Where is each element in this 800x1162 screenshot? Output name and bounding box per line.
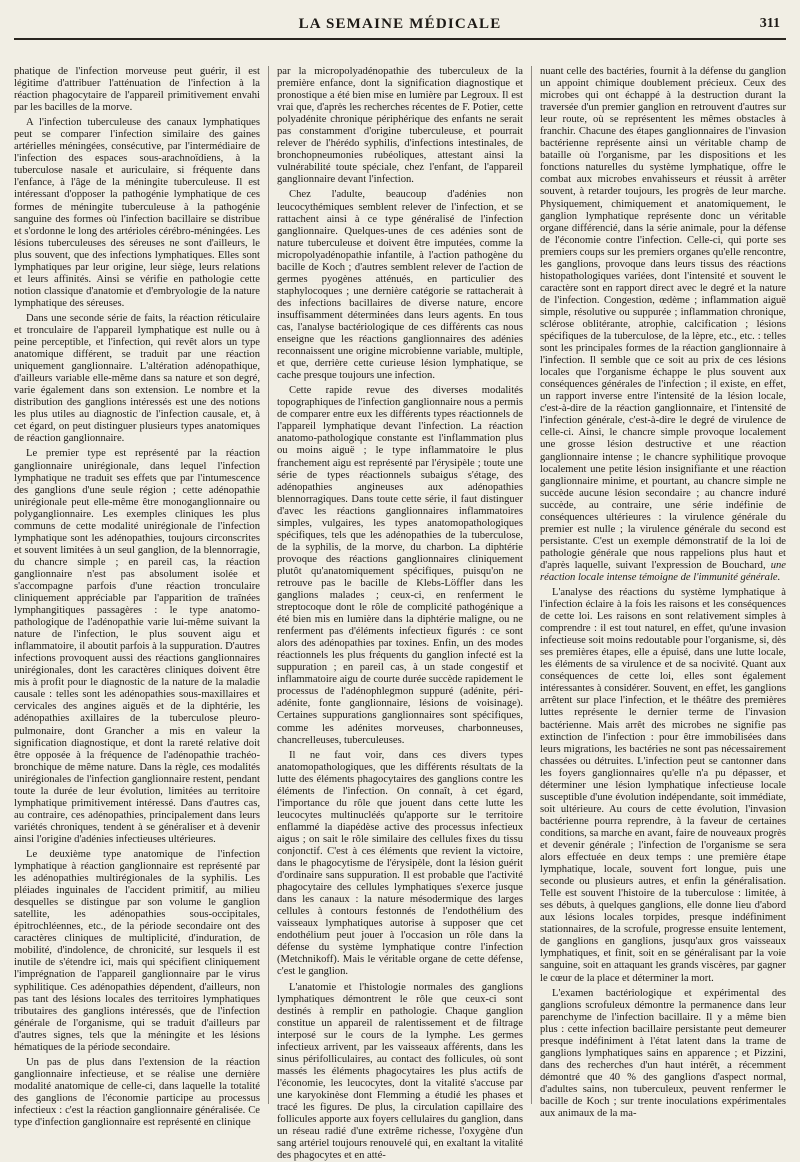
text-columns [14, 66, 786, 1162]
paragraph [277, 750, 523, 979]
italic-quote: une réaction locale intense témoigne de l'immunité générale. [540, 559, 786, 583]
paragraph [14, 849, 260, 1054]
paragraph-text: Il ne faut voir, dans ces divers types anatomopathologiques, que les différents résultats de la lutte des éléments phagocytaires des ganglions contre les éléments de l'infection. On connaît, à cet égard, l'importance du rôle que jouent dans cette lutte les leucocytes multinucléés qu'apporte sur le territoire enflammé la diapédèse active des processus infectieux aigus ; on sait le rôle similaire des cellules fixes du tissu conjonctif. C'est à ces éléments que revient la victoire, dans le phagocytisme de l'érysipèle, dont la lésion guérit d'ordinaire sans suppuration. Il est probable que l'activité phagocytaire des cellules lymphatiques s'exerce jusque dans les canaux : la nature mésodermique des larges cellules à contours festonnés de l'endothélium des vaisseaux lymphatiques autorise à supposer que cet endothélium peut jouer à l'occasion un rôle dans la défense du système lymphatique contre l'infection (Metchnikoff). Mais le véritable organe de cette défense, c'est le ganglion. [277, 749, 523, 978]
paragraph-text: Dans une seconde série de faits, la réaction réticulaire et tronculaire de l'appareil lymphatique est nulle ou à peine perceptible, et l'infection, qui revêt alors un type anatomique différent, se traduit par une réaction uniquement ganglionnaire. L'altération adénopathique, d'ailleurs variable elle-même dans sa nature et son degré, varie également dans son extension. Le nombre et la distribution des ganglions intéressés est une des notions les plus utiles au diagnostic de l'infection causale, et, à cet égard, on peut distinguer plusieurs types anatomiques de réaction ganglionnaire. [14, 312, 260, 445]
paragraph [277, 385, 523, 746]
paragraph-text: Cette rapide revue des diverses modalités topographiques de l'infection ganglionnaire nous a permis de comparer entre eux les différents types réactionnels de l'appareil lymphatique devant l'infection. La réaction anatomo-pathologique constante est l'inflammation plus ou moins aiguë ; le type inflammatoire le plus franchement aigu est représenté par l'érysipèle ; toute une série de types réactionnels subaigus s'étage, des adénopathies angineuses aux adénopathies blennorragiques. Dans toute cette série, il faut distinguer d'avec les réactions ganglionnaires inflammatoires simples, vulgaires, les types anatomopathologiques spécifiques, tels que les adénopathies de la tuberculose, de la syphilis, de la morve, du charbon. La diphtérie provoque des réactions ganglionnaires cliniquement plutôt qu'anatomiquement spécifiques, puisqu'on ne retrouve pas le bacille de Klebs-Löffler dans les ganglions malades ; ceux-ci, en renferment le streptocoque dont le rôle de complicité pathogénique a été bien mis en lumière dans la diphtérie maligne, ou ne renferment pas d'éléments infectieux figurés : ce sont alors des adénopathies par toxines. Enfin, un des modes réactionnels les plus fréquents du ganglion infecté est la suppuration ; en pareil cas, à un stade congestif et inflammatoire aigu de courte durée succède rapidement le processus de l'adénophlegmon suppuré (adénite, péri-adénite, fonte ganglionnaire, lésions de voisinage). Certaines suppurations ganglionnaires sont spécifiques, comme les adénites morveuses, charbonneuses, chancrelleuses, tuberculeuses. [277, 385, 523, 746]
paragraph [277, 66, 523, 186]
paragraph [14, 117, 260, 310]
paragraph [14, 1057, 260, 1129]
paragraph [14, 66, 260, 114]
paragraph-text: Le premier type est représenté par la réaction ganglionnaire unirégionale, dans lequel l'infection lymphatique ne traduit ses effets que par l'intumescence des ganglions d'une seule région ; cette adénopathie unirégionale peut elle-même être monoganglionnaire ou polyganglionnaire. Les exemples cliniques les plus communs de cette modalité unirégionale de l'infection lymphatique sont les adénopathies, toujours circonscrites et souvent limitées à un seul ganglion, de la blennorragie, du chancre simple ; en pareil cas, la réaction ganglionnaire n'est pas absolument isolée et s'accompagne parfois d'une réaction tronculaire cliniquement appréciable par l'apparition de traînées lymphangitiques passagères : le type anatomo-pathologique de l'adénopathie varie lui-même suivant la nature de l'infection, le plus souvent aigu et inflammatoire, il aboutit parfois à la suppuration. D'autres infections provoquent aussi des réactions ganglionnaires unirégionales, dont les caractères cliniques doivent être mis à profit pour le diagnostic de la nature de la maladie causale : telles sont les adénopathies sous-maxillaires et cervicales des angines aiguës et de la diphtérie, les adénopathies axillaires de la tuberculose pleuro-pulmonaire, dont Grancher a mis en valeur la signification diagnostique, et dont la rareté relative doit être opposée à la fréquence de l'adénopathie trachéo-bronchique de même nature. Dans la règle, ces modalités unirégionales de l'infection ganglionnaire restent, pendant toute la durée de leur évolution, limitées au territoire lymphatique primitivement intéressé. Dans d'autres cas, au contraire, ces adénopathies, principalement dans leurs variétés chroniques, tendent à se généraliser et à devenir ainsi l'origine d'adénies infectieuses ultérieures. [14, 448, 260, 845]
paragraph [540, 587, 786, 985]
paragraph-text: L'anatomie et l'histologie normales des ganglions lymphatiques démontrent le rôle que ceux-ci sont destinés à remplir en pathologie. Chaque ganglion constitue un appareil de ralentissement et de filtrage interposé sur le cours de la lymphe. Les germes infectieux arrivent, par les vaisseaux afférents, dans les sinus périfolliculaires, au contact des follicules, où sont massés les éléments phagocytaires les plus actifs de l'économie, les leucocytes, dont la vitalité s'accuse par une karyokinèse dont Flemming a étudié les phases et tracé les figures. De plus, la circulation capillaire des follicules apporte aux foyers cellulaires du ganglion, dans un réseau radié d'une extrême richesse, l'oxygène d'un sang artériel toujours renouvelé qui, en exaltant la vitalité des phagocytes et en atté- [277, 981, 523, 1162]
paragraph-text: Le deuxième type anatomique de l'infection lymphatique à réaction ganglionnaire est représenté par les adénopathies multirégionales de la syphilis. Les pléiades inguinales de l'accident primitif, au milieu desquelles se distingue par son volume le ganglion satellite, les adénopathies sous-occipitales, épitrochléennes, etc., de la période secondaire ont des caractères cliniques de multiplicité, d'induration, de mobilité, d'indolence, de chronicité, sur lesquels il est inutile de s'étendre ici, mais qui spécifient cliniquement l'imprégnation de l'appareil ganglionnaire par le virus syphilitique. Ces adénopathies dépendent, d'ailleurs, non pas tant des lésions locales des territoires lymphatiques tributaires des ganglions intéressés, que de l'infection générale de l'organisme, qui se traduit d'ailleurs par d'autres signes, tels que la méningite et les lésions hématiques de la période secondaire. [14, 849, 260, 1053]
paragraph-text: L'examen bactériologique et expérimental des ganglions scrofuleux démontre la permanence dans leur parenchyme de l'infection bacillaire. Il y a même bien plus : cette infection bacillaire persistante peut demeurer presque indéfiniment à l'état latent dans la trame de ganglions lymphatiques sains en apparence ; et Pizzini, dans des recherches d'un haut intérêt, a récemment démontré que 40 % des ganglions d'aspect normal, d'adultes sains, non tuberculeux, peuvent renfermer le bacille de Koch ; sur trente inoculations expérimentales aux animaux de la ma- [540, 987, 786, 1120]
column-left [14, 66, 260, 1129]
page-header [14, 8, 786, 38]
paragraph [540, 66, 786, 584]
paragraph-text: Un pas de plus dans l'extension de la réaction ganglionnaire infectieuse, et se réalise une dernière modalité anatomique de celle-ci, dans laquelle la totalité des ganglions de l'économie participe au processus infectieux : c'est la réaction ganglionnaire généralisée. Ce type d'infection ganglionnaire est représenté en clinique [14, 1056, 260, 1129]
paragraph [14, 448, 260, 846]
column-divider [268, 66, 269, 1104]
page-number: 311 [759, 16, 780, 31]
paragraph-text: L'analyse des réactions du système lymphatique à l'infection éclaire à la fois les raisons et les conséquences de cette loi. Les raisons en sont relativement simples à comprendre : il est tout naturel, en effet, qu'une invasion infectieuse soit moins redoutable pour l'organisme, si, dès ses premières étapes, elle a épuisé, dans une lutte locale, les éléments de sa virulence et de sa nocivité. Quant aux conséquences de cette loi, elles sont également intéressantes à considérer. Souvent, en effet, les ganglions arrêtent sur place l'infection, et le théâtre des premières luttes représente le dernier terme de l'invasion bactérienne. Mais arrêt des microbes ne signifie pas extinction de l'infection : pour être immobilisées dans leurs migrations, les bactéries ne sont pas nécessairement chassées ou détruites. L'infection peut se cantonner dans les foyers ganglionnaires qu'elle n'a pu dépasser, et déterminer une lésion lymphatique infectieuse locale susceptible d'une évolution indépendante, soit immédiate, soit ultérieure. Au cours de cette évolution, l'invasion bactérienne pourra reprendre, à la faveur de certaines conditions, sa marche en avant, faire de nouveaux progrès et devenir générale ; l'infection de l'organisme se sera alors effectuée en deux temps : une première étape lymphatique, locale, souvent fort longue, puis une seconde ou plusieurs autres, et enfin la généralisation. Telle est souvent l'histoire de la tuberculose : limitée, à ses débuts, à quelques ganglions, elle donne lieu d'abord aux lésions locales torpides, presque indéfiniment stationnaires, de la scrofule, progresse ensuite lentement, de ganglions en ganglions, jusqu'aux gros vaisseaux lymphatiques, et finit, soit en se généralisant par la voie sanguine, soit en attaquant les grands viscères, par gagner le cœur de la place et déterminer la mort. [540, 587, 786, 984]
paragraph [540, 988, 786, 1121]
paragraph-text: par la micropolyadénopathie des tuberculeux de la première enfance, dont la signification diagnostique et pronostique a été bien mise en lumière par Legroux. Il est vrai que, d'après les recherches récentes de F. Potier, cette polyadénite chronique périphérique des enfants ne serait pas constamment d'origine tuberculeuse, et pourrait relever de l'hérédo syphilis, d'infections intestinales, de bronchopneumonies rubéoliques, attestant ainsi la vulnérabilité toute spéciale, chez l'enfant, de l'appareil ganglionnaire devant l'infection. [277, 66, 523, 186]
paragraph-text: nuant celle des bactéries, fournit à la défense du ganglion un appoint chimique doublement précieux. Ceux des microbes qui ont échappé à la destruction durant la traversée d'un premier ganglion en retrouvent d'autres sur leur route, où se représentent les mêmes obstacles à franchir. Chacune des étapes ganglionnaires de l'invasion bactérienne représente ainsi un véritable champ de bataille où l'organisme, par les dispositions et les fonctions naturelles du système lymphatique, offre le combat aux microbes envahisseurs et réussit à arrêter souvent, à retarder toujours, les progrès de leur marche. Physiquement, chimiquement et anatomiquement, le ganglion lymphatique représente donc un véritable organe différencié, dans la série animale, pour la défense de l'économie contre l'infection. Celle-ci, qui porte ses premiers coups sur les premiers organes qu'elle rencontre, les ganglions, provoque dans leurs tissus des réactions histopathologiques variées, dont l'intensité et souvent le caractère sont en rapport direct avec le degré et la nature de l'infection. Congestion, œdème ; inflammation aiguë simple, résolutive ou suppurée ; inflammation chronique, sclérose oblitérante, atrophie, calcification ; lésions spécifiques de la tuberculose, de la lèpre, etc., etc. : telles sont les principales formes de la réaction ganglionnaire à l'infection. Il semble que ce soit au prix de ces lésions locales que l'organisme échappe le plus souvent aux conséquences générales de l'infection ; il existe, en effet, un rapport inverse entre l'intensité de la lésion locale, c'est-à-dire de la réaction ganglionnaire, et l'intensité de l'infection générale, c'est-à-dire le degré de virulence de celle-ci. Ainsi, le chancre simple provoque localement une grosse lésion destructive et une réaction ganglionnaire intense ; le chancre syphilitique provoque localement une petite lésion insignifiante et une réaction ganglionnaire minime, et pourtant, au chancre simple ne succède aucune lésion secondaire ; au chancre induré succède, au contraire, une série indéfinie de conséquences ultérieures : la virulence générale du premier est nulle ; la virulence générale du second est persistante. C'est un exemple démonstratif de la loi de pathologie générale que nous rappelions plus haut et d'après laquelle, suivant l'expression de Bouchard, [540, 66, 786, 571]
column-right [540, 66, 786, 1120]
column-middle [277, 66, 523, 1162]
journal-title: LA SEMAINE MÉDICALE [298, 16, 502, 32]
paragraph [277, 982, 523, 1162]
header-rule [14, 38, 786, 40]
column-divider [531, 66, 532, 1104]
paragraph [14, 313, 260, 446]
paragraph-text: Chez l'adulte, beaucoup d'adénies non leucocythémiques semblent relever de l'infection, et se rattachent ainsi à ce type généralisé de l'infection ganglionnaire. Quelques-unes de ces adénies sont de nature tuberculeuse et doivent être imputées, comme la micropolyadénopathie infantile, à l'action pathogène du bacille de Koch ; d'autres semblent relever de l'action de germes pyogènes atténués, en particulier des staphylocoques ; une dernière catégorie se rattacherait à des infections bacillaires de diverse nature, encore insuffisamment déterminées dans leurs agents. En tous cas, l'analyse bactériologique de ces différents cas nous enseigne que les réactions ganglionnaires des adénies reconnaissent une origine microbienne variable, multiple, et que, derrière cette curieuse lésion lymphatique, se cache presque toujours une infection. [277, 189, 523, 382]
paragraph-text: A l'infection tuberculeuse des canaux lymphatiques peut se comparer l'infection similaire des gaines artérielles méningées, consécutive, par l'intermédiaire de l'infection des espaces sous-arachnoïdiens, à la tuberculose nasale et auriculaire, si fréquente dans l'enfance, à l'âge de la méningite tuberculeuse. Il est intéressant d'opposer la pathogénie lymphatique de ces formes de méningite tuberculeuse à la pathogénie sanguine des formes où l'infection bacillaire se distribue et s'ordonne le long des artérioles cérébro-méningées. Les lésions tuberculeuses des séreuses ne sont d'ailleurs, le plus souvent, que des infections lymphatiques. Elles sont lymphatiques par leur origine, leur siège, leurs relations et leurs affinités. Ainsi se vérifie en pathologie cette notion classique d'anatomie et d'embryologie de la nature lymphatique des séreuses. [14, 117, 260, 309]
paragraph [277, 189, 523, 382]
paragraph-text: phatique de l'infection morveuse peut guérir, il est légitime d'attribuer l'atténuation de l'infection à la réaction phagocytaire de l'appareil primitivement envahi par les bacilles de la morve. [14, 66, 260, 114]
